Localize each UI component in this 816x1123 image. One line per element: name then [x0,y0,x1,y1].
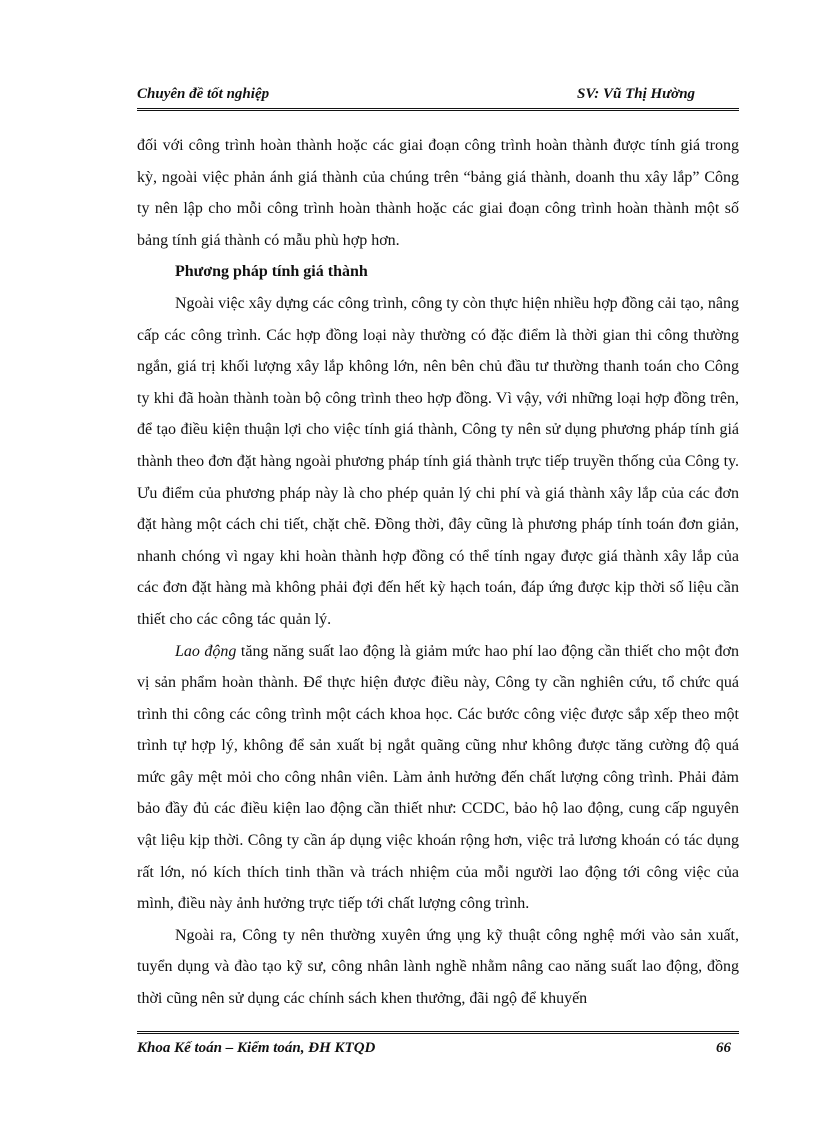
labor-lead-term: Lao động [175,642,237,660]
page-number: 66 [716,1040,731,1056]
header-student-name: SV: Vũ Thị Hường [577,86,696,102]
paragraph-continued: đối với công trình hoàn thành hoặc các giai đoạn công trình hoàn thành được tính giá trong kỳ, ngoài việc phản ánh giá thành của chúng trên “bảng giá thành, doanh thu xây lắp” Công ty nên lập cho mỗi công trình hoàn thành hoặc các giai đoạn công trình hoàn thành một số bảng tính giá thành có mẫu phù hợp hơn. [137,137,739,249]
paragraph-costing-method: Ngoài việc xây dựng các công trình, công ty còn thực hiện nhiều hợp đồng cải tạo, nâng cấp các công trình. Các hợp đồng loại này thường có đặc điểm là thời gian thi công thường ngắn, giá trị khối lượng xây lắp không lớn, nên bên chủ đầu tư thường thanh toán cho Công ty khi đã hoàn thành toàn bộ công trình theo hợp đồng. Vì vậy, với những loại hợp đồng trên, để tạo điều kiện thuận lợi cho việc tính giá thành, Công ty nên sử dụng phương pháp tính giá thành theo đơn đặt hàng ngoài phương pháp tính giá thành trực tiếp truyền thống của Công ty. Ưu điểm của phương pháp này là cho phép quản lý chi phí và giá thành xây lắp của các đơn đặt hàng một cách chi tiết, chặt chẽ. Đồng thời, đây cũng là phương pháp tính toán đơn giản, nhanh chóng vì ngay khi hoàn thành hợp đồng có thể tính ngay được giá thành xây lắp của các đơn đặt hàng mà không phải đợi đến hết kỳ hạch toán, đáp ứng được kịp thời số liệu cần thiết cho các công tác quản lý. [137,294,739,628]
page-header [137,86,739,111]
paragraph-labor [137,636,739,920]
footer-faculty: Khoa Kế toán – Kiểm toán, ĐH KTQD [137,1040,376,1056]
section-heading: Phương pháp tính giá thành [175,263,368,281]
labor-body-text: tăng năng suất lao động là giảm mức hao phí lao động cần thiết cho một đơn vị sản phẩm hoàn thành. Để thực hiện được điều này, Công ty cần nghiên cứu, tổ chức quá trình thi công các công trình một cách khoa học. Các bước công việc được sắp xếp theo một trình tự hợp lý, không để sản xuất bị ngắt quãng cũng như không được tăng cường độ quá mức gây mệt mỏi cho công nhân viên. Làm ảnh hưởng đến chất lượng công trình. Phải đảm bảo đầy đủ các điều kiện lao động cần thiết như: CCDC, bảo hộ lao động, cung cấp nguyên vật liệu kịp thời. Công ty cần áp dụng việc khoán rộng hơn, việc trả lương khoán có tác dụng rất lớn, nó kích thích tinh thần và trách nhiệm của mỗi người lao động tới công việc của mình, điều này ảnh hưởng trực tiếp tới chất lượng công trình. [137,642,739,913]
page-footer [137,1031,739,1060]
header-document-type: Chuyên đề tốt nghiệp [137,86,270,102]
paragraph-technology: Ngoài ra, Công ty nên thường xuyên ứng ụng kỹ thuật công nghệ mới vào sản xuất, tuyển dụng và đào tạo kỹ sư, công nhân lành nghề nhằm nâng cao năng suất lao động, đồng thời cũng nên sử dụng các chính sách khen thưởng, đãi ngộ để khuyến [137,926,739,1008]
page-body [137,130,739,1015]
